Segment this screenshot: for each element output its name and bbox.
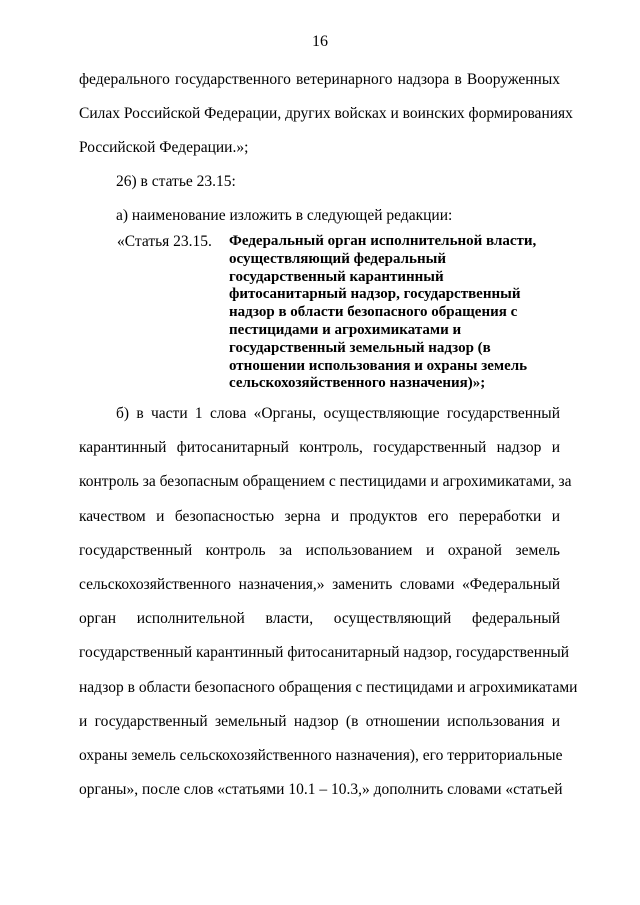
article-title-line: фитосанитарный надзор, государственный: [229, 286, 521, 303]
text-line: б) в части 1 слова «Органы, осуществляющие государственный: [116, 405, 560, 422]
article-title-line: надзор в области безопасного обращения с: [229, 304, 518, 321]
page-number: 16: [312, 33, 328, 50]
text-line: сельскохозяйственного назначения,» заменить словами «Федеральный: [79, 576, 560, 594]
text-line: Силах Российской Федерации, других войсках и воинских формированиях: [79, 105, 573, 123]
article-title: [229, 233, 560, 393]
text-line: качеством и безопасностью зерна и продуктов его переработки и: [79, 507, 560, 525]
article-heading: [117, 233, 560, 393]
continuation-paragraph: [79, 63, 573, 166]
text-line: государственный карантинный фитосанитарный надзор, государственный: [79, 644, 570, 662]
text-line: контроль за безопасным обращением с пестицидами и агрохимикатами, за: [79, 473, 572, 491]
text-line: охраны земель сельскохозяйственного назначения), его территориальные: [79, 747, 563, 765]
text-line: надзор в области безопасного обращения с пестицидами и агрохимикатами: [79, 678, 578, 696]
article-title-line: отношении использования и охраны земель: [229, 357, 528, 374]
article-title-line: государственный карантинный: [229, 268, 444, 285]
article-title-line: государственный земельный надзор (в: [229, 339, 491, 356]
text-line: орган исполнительной власти, осуществляющий федеральный: [79, 610, 560, 628]
text-line: и государственный земельный надзор (в отношении использования и: [79, 712, 560, 730]
item-a-paragraph: [79, 199, 560, 233]
item-26-text: 26) в статье 23.15:: [116, 173, 236, 190]
article-title-line: сельскохозяйственного назначения)»;: [229, 375, 486, 392]
article-title-line: пестицидами и агрохимикатами и: [229, 321, 462, 338]
article-title-line: осуществляющий федеральный: [229, 250, 446, 267]
item-26-paragraph: [79, 165, 560, 199]
article-number: «Статья 23.15.: [117, 233, 212, 250]
article-title-line: Федеральный орган исполнительной власти,: [229, 233, 537, 249]
text-line: Российской Федерации.»;: [79, 139, 249, 157]
item-a-text: а) наименование изложить в следующей редакции:: [116, 207, 453, 224]
text-line: федерального государственного ветеринарного надзора в Вооруженных: [79, 71, 560, 88]
text-line: государственный контроль за использованием и охраной земель: [79, 541, 560, 559]
item-b-paragraph: [79, 397, 578, 807]
text-line: органы», после слов «статьями 10.1 – 10.3,» дополнить словами «статьей: [79, 781, 563, 799]
text-line: карантинный фитосанитарный контроль, государственный надзор и: [79, 439, 560, 457]
